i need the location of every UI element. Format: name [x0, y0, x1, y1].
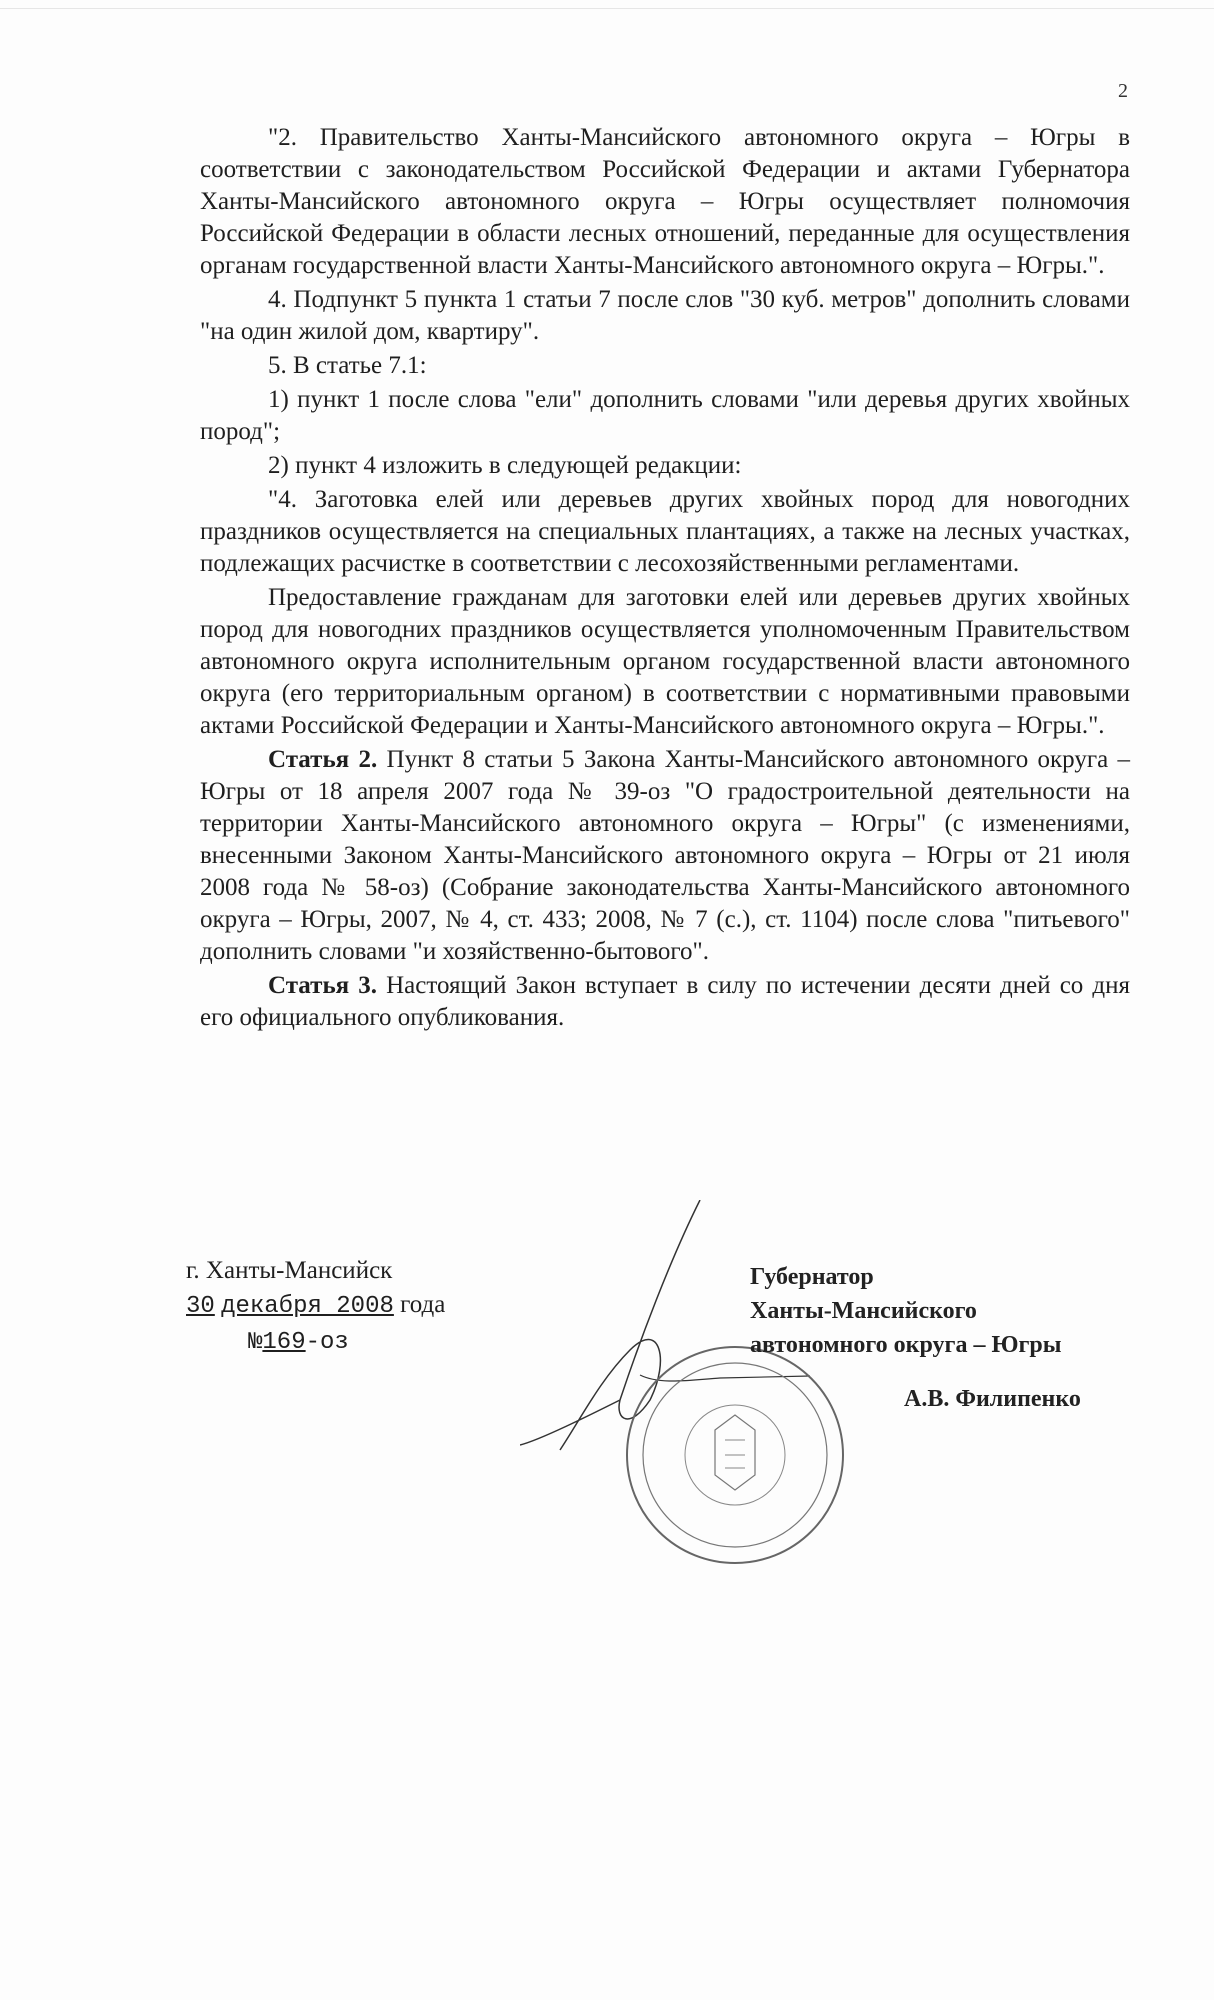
place-date-block — [186, 1254, 445, 1360]
signature-block — [750, 1260, 1061, 1362]
paragraph-item-5: 5. В статье 7.1: — [268, 352, 427, 379]
article-2-text: Пункт 8 статьи 5 Закона Ханты-Мансийского автономного округа – Югры от 18 апреля 2007 года № 39-оз "О градостроительной деятельности на территории Ханты-Мансийского автономного округа – Югры" (с изменениями, внесенными Законом Ханты-Мансийского автономного округа – Югры от 21 июля 2008 года № 58-оз) (Собрание законодательства Ханты-Мансийского автономного округа – Югры, 2007, № 4, ст. 433; 2008, № 7 (с.), ст. 1104) после слова "питьевого" дополнить словами "и хозяйственно-бытового". — [200, 746, 1130, 965]
signatory-position-line-2: Ханты-Мансийского — [750, 1298, 977, 1324]
article-3-text: Настоящий Закон вступает в силу по истечении десяти дней со дня его официального опубликования. — [200, 972, 1130, 1031]
article-3-label: Статья 3. — [268, 972, 378, 999]
paragraph-provision: Предоставление гражданам для заготовки елей или деревьев других хвойных пород для новогодних праздников осуществляется уполномоченным Правительством автономного округа исполнительным органом государственной власти автономного округа (его территориальным органом) в соответствии с нормативными правовыми актами Российской Федерации и Ханты-Мансийского автономного округа – Югры.". — [200, 584, 1130, 739]
paragraph-subitem-2: 2) пункт 4 изложить в следующей редакции: — [268, 452, 742, 479]
signatory-position-line-1: Губернатор — [750, 1264, 874, 1290]
official-seal — [620, 1340, 850, 1570]
article-2 — [200, 744, 1130, 968]
paragraph-new-item-4: "4. Заготовка елей или деревьев других хвойных пород для новогодних праздников осуществляется на специальных плантациях, а также на лесных участках, подлежащих расчистке в соответствии с лесохозяйственными регламентами. — [200, 486, 1130, 577]
signatory-position-line-3: автономного округа – Югры — [750, 1332, 1062, 1358]
date-line — [186, 1288, 445, 1324]
article-2-label: Статья 2. — [268, 746, 378, 773]
signatory-name: А.В. Филипенко — [904, 1386, 1081, 1412]
law-number-suffix: -оз — [305, 1329, 349, 1356]
article-3 — [200, 970, 1130, 1034]
page-number: 2 — [1118, 80, 1128, 102]
body-text — [200, 122, 1130, 1034]
paragraph-item-4: 4. Подпункт 5 пункта 1 статьи 7 после слов "30 куб. метров" дополнить словами "на один жилой дом, квартиру". — [200, 286, 1130, 345]
paragraph-subitem-1: 1) пункт 1 после слова "ели" дополнить словами "или деревья других хвойных пород"; — [200, 386, 1130, 445]
date-month-year: декабря 2008 — [221, 1293, 394, 1320]
law-number: 169 — [262, 1329, 306, 1356]
paragraph-item-2: "2. Правительство Ханты-Мансийского автономного округа – Югры в соответствии с законодательством Российской Федерации и актами Губернатора Ханты-Мансийского автономного округа – Югры осуществляет полномочия Российской Федерации в области лесных отношений, переданные для осуществления органам государственной власти Ханты-Мансийского автономного округа – Югры.". — [200, 124, 1130, 279]
law-number-prefix: № — [248, 1329, 263, 1356]
date-year-word: года — [400, 1291, 446, 1318]
scan-edge-line — [0, 8, 1214, 9]
city-line: г. Ханты-Мансийск — [186, 1257, 393, 1284]
law-number-line — [186, 1324, 445, 1360]
date-day: 30 — [186, 1293, 215, 1320]
